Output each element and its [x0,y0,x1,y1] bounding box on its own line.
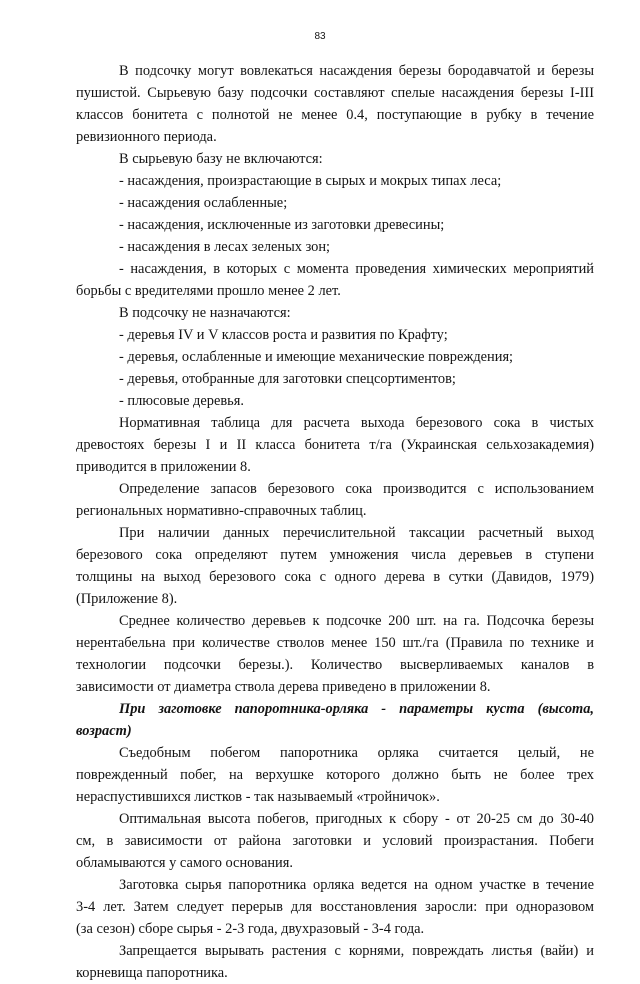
text-line: - деревья, ослабленные и имеющие механические повреждения; [119,349,514,365]
text-line: - насаждения, исключенные из заготовки древесины; [119,217,445,233]
text-line: 3-4 лет. Затем следует перерыв для восстановления заросли: при одноразовом [76,899,594,915]
text-line: региональных нормативно-справочных таблиц. [76,503,367,519]
text-line: - деревья, отобранные для заготовки спецсортиментов; [119,371,456,387]
text-line: нерентабельна при количестве стволов менее 150 шт./га (Правила по технике и [76,635,594,651]
text-line: толщины на выход березового сока с одного дерева в сутки (Давидов, 1979) [76,569,594,585]
text-line: ревизионного периода. [76,129,217,145]
text-line: - насаждения, в которых с момента проведения химических мероприятий [119,261,594,277]
text-line: технологии подсочки березы.). Количество высверливаемых каналов в [76,657,594,673]
text-line: см, в зависимости от района заготовки и условий произрастания. Побеги [76,833,594,849]
text-line: приводится в приложении 8. [76,459,251,475]
text-line: - насаждения в лесах зеленых зон; [119,239,331,255]
text-line: поврежденный побег, на верхушке которого должно быть не более трех [76,767,594,783]
text-line: Съедобным побегом папоротника орляка считается целый, не [119,745,594,761]
text-line: обламываются у самого основания. [76,855,293,871]
text-line: При наличии данных перечислительной таксации расчетный выход [119,525,594,541]
page-number: 83 [314,31,326,42]
text-line: В подсочку не назначаются: [119,305,291,321]
text-line: Нормативная таблица для расчета выхода березового сока в чистых [119,415,594,431]
text-line: корневища папоротника. [76,965,228,981]
text-line: Заготовка сырья папоротника орляка ведется на одном участке в течение [119,877,594,893]
text-line: Определение запасов березового сока производится с использованием [119,481,594,497]
text-line: - деревья IV и V классов роста и развития по Крафту; [119,327,448,343]
text-line: борьбы с вредителями прошло менее 2 лет. [76,283,341,299]
text-line: Оптимальная высота побегов, пригодных к сбору - от 20-25 см до 30-40 [119,811,594,827]
text-line: классов бонитета с полнотой не менее 0.4, поступающие в рубку в течение [76,107,594,123]
section-heading-line: При заготовке папоротника-орляка - параметры куста (высота, [119,701,594,717]
document-body [76,60,594,984]
text-line: березового сока определяют путем умножения числа деревьев в ступени [76,547,594,563]
text-line: (Приложение 8). [76,591,178,607]
text-line: В подсочку могут вовлекаться насаждения березы бородавчатой и березы [119,63,594,79]
text-line: Запрещается вырывать растения с корнями, повреждать листья (вайи) и [119,943,594,959]
text-line: - насаждения ослабленные; [119,195,288,211]
text-line: (за сезон) сборе сырья - 2-3 года, двухразовый - 3-4 года. [76,921,425,937]
text-line: зависимости от диаметра ствола дерева приведено в приложении 8. [76,679,491,695]
text-line: пушистой. Сырьевую базу подсочки составляют спелые насаждения березы I-III [76,85,594,101]
text-line: - плюсовые деревья. [119,393,244,409]
text-line: - насаждения, произрастающие в сырых и мокрых типах леса; [119,173,502,189]
text-line: древостоях березы I и II класса бонитета т/га (Украинская сельхозакадемия) [76,437,594,453]
text-line: нераспустившихся листков - так называемый «тройничок». [76,789,440,805]
text-line: Среднее количество деревьев к подсочке 200 шт. на га. Подсочка березы [119,613,594,629]
text-line: В сырьевую базу не включаются: [119,151,323,167]
section-heading-line: возраст) [76,723,132,739]
